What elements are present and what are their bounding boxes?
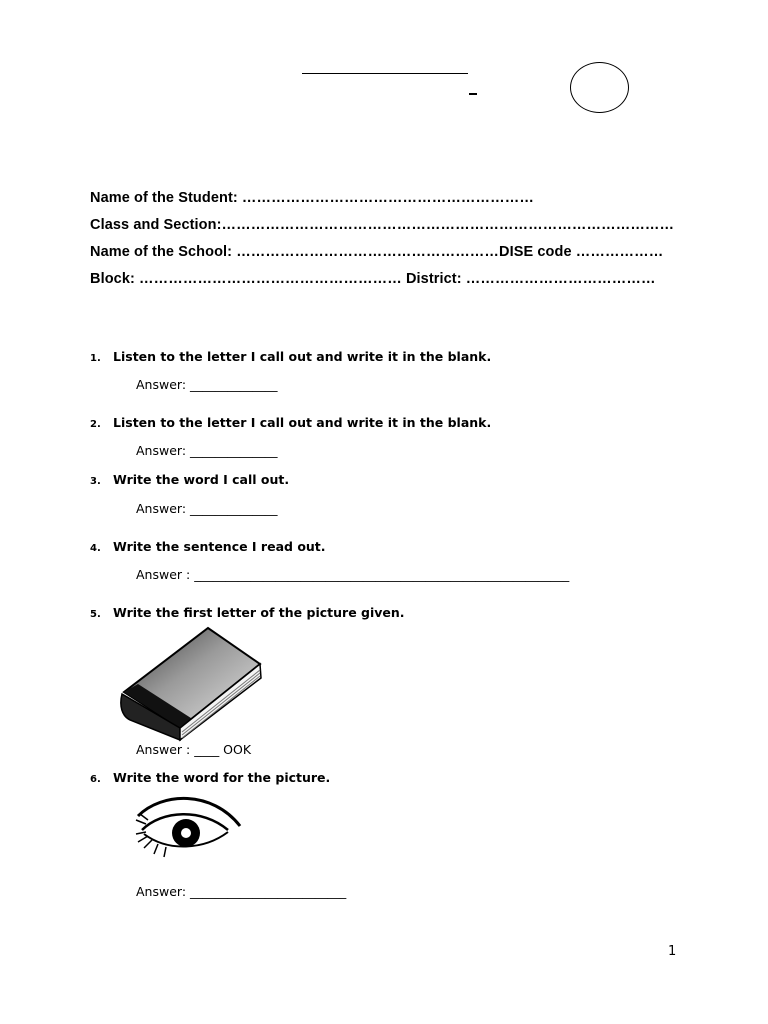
answer-5: Answer : ____ OOK <box>136 742 252 757</box>
book-icon <box>118 624 264 742</box>
question-text: Listen to the letter I call out and write it in the blank. <box>113 349 492 364</box>
question-number: 3. <box>90 476 101 487</box>
question-number: 1. <box>90 353 101 364</box>
question-text: Write the word I call out. <box>113 472 290 487</box>
answer-1: Answer: ______________ <box>136 377 278 392</box>
answer-2: Answer: ______________ <box>136 443 278 458</box>
question-1 <box>90 349 491 364</box>
question-number: 4. <box>90 543 101 554</box>
school-dise-field: Name of the School: ………………………………………………DISE code ……………… <box>90 244 664 260</box>
question-5 <box>90 605 405 620</box>
title-blank-line <box>302 73 468 74</box>
student-name-field: Name of the Student: …………………………………………………… <box>90 190 534 206</box>
answer-3: Answer: ______________ <box>136 501 278 516</box>
question-text: Write the word for the picture. <box>113 770 331 785</box>
class-section-field: Class and Section:………………………………………………………………………………… <box>90 217 675 233</box>
roll-number-circle <box>570 62 629 113</box>
question-text: Listen to the letter I call out and write it in the blank. <box>113 415 492 430</box>
question-text: Write the sentence I read out. <box>113 539 326 554</box>
block-district-field: Block: ……………………………………………… District: ………………………………… <box>90 271 656 287</box>
question-text: Write the first letter of the picture given. <box>113 605 405 620</box>
question-6 <box>90 770 330 785</box>
dash-mark <box>469 93 477 95</box>
answer-4: Answer : ____________________________________________________________ <box>136 567 570 582</box>
question-3 <box>90 472 289 487</box>
question-2 <box>90 415 491 430</box>
eye-icon <box>132 790 244 860</box>
answer-6: Answer: _________________________ <box>136 884 347 899</box>
question-4 <box>90 539 326 554</box>
page-number: 1 <box>668 944 677 959</box>
question-number: 5. <box>90 609 101 620</box>
question-number: 2. <box>90 419 101 430</box>
question-number: 6. <box>90 774 101 785</box>
